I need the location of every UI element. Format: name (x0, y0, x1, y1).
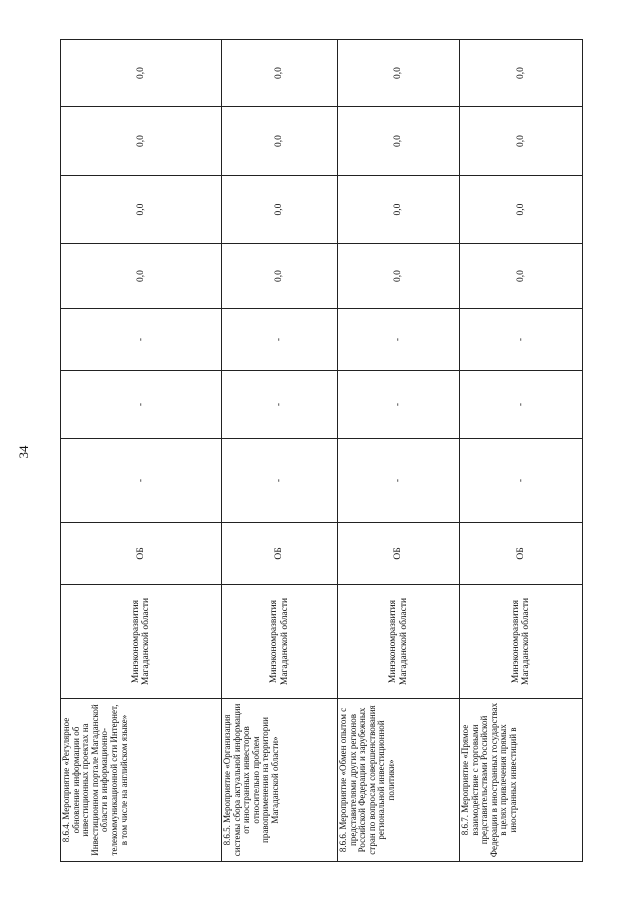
dash-cell: - (222, 309, 338, 371)
dash-cell: - (61, 309, 222, 371)
funding-source-cell: ОБ (61, 523, 222, 585)
table-row (460, 40, 583, 862)
table-row (222, 40, 338, 862)
program-table-grid (60, 39, 583, 862)
dash-cell: - (222, 371, 338, 439)
event-cell: 8.6.4. Мероприятие «Регулярное обновление информации об инвестиционных проектах на Инвестиционном портале Магаданской области в информационно-телекоммуникационной сети Интернет, в том числе на английском языке» (61, 699, 222, 862)
dash-cell: - (338, 371, 460, 439)
funding-source-cell: ОБ (460, 523, 583, 585)
dash-cell: - (338, 439, 460, 523)
value-cell: 0,0 (338, 40, 460, 107)
value-cell: 0,0 (61, 40, 222, 107)
dash-cell: - (338, 309, 460, 371)
executor-cell: Минэкономразвития Магаданской области (61, 585, 222, 699)
executor-cell: Минэкономразвития Магаданской области (222, 585, 338, 699)
value-cell: 0,0 (338, 107, 460, 176)
value-cell: 0,0 (222, 176, 338, 244)
funding-source-cell: ОБ (222, 523, 338, 585)
value-cell: 0,0 (338, 244, 460, 309)
value-cell: 0,0 (460, 244, 583, 309)
dash-cell: - (460, 439, 583, 523)
funding-source-cell: ОБ (338, 523, 460, 585)
executor-cell: Минэкономразвития Магаданской области (338, 585, 460, 699)
dash-cell: - (460, 309, 583, 371)
value-cell: 0,0 (61, 176, 222, 244)
event-cell: 8.6.5. Мероприятие «Организация системы сбора актуальной информации от иностранных инвесторов относительно проблем правоприменения на территории Магаданской области» (222, 699, 338, 862)
dash-cell: - (460, 371, 583, 439)
value-cell: 0,0 (61, 244, 222, 309)
value-cell: 0,0 (338, 176, 460, 244)
value-cell: 0,0 (460, 107, 583, 176)
event-cell: 8.6.6. Мероприятие «Обмен опытом с представителями других регионов Российской Федерации и зарубежных стран по вопросам совершенствования региональной инвестиционной политики» (338, 699, 460, 862)
value-cell: 0,0 (222, 40, 338, 107)
dash-cell: - (61, 439, 222, 523)
value-cell: 0,0 (460, 40, 583, 107)
value-cell: 0,0 (222, 244, 338, 309)
dash-cell: - (222, 439, 338, 523)
table-row (338, 40, 460, 862)
program-table (60, 40, 582, 862)
value-cell: 0,0 (222, 107, 338, 176)
table-row (61, 40, 222, 862)
dash-cell: - (61, 371, 222, 439)
executor-cell: Минэкономразвития Магаданской области (460, 585, 583, 699)
event-cell: 8.6.7. Мероприятие «Прямое взаимодействие с торговыми представительствами Российской Федерации в иностранных государствах в целях привлечения прямых иностранных инвестиций в (460, 699, 583, 862)
value-cell: 0,0 (61, 107, 222, 176)
value-cell: 0,0 (460, 176, 583, 244)
page-number: 34 (16, 445, 31, 459)
